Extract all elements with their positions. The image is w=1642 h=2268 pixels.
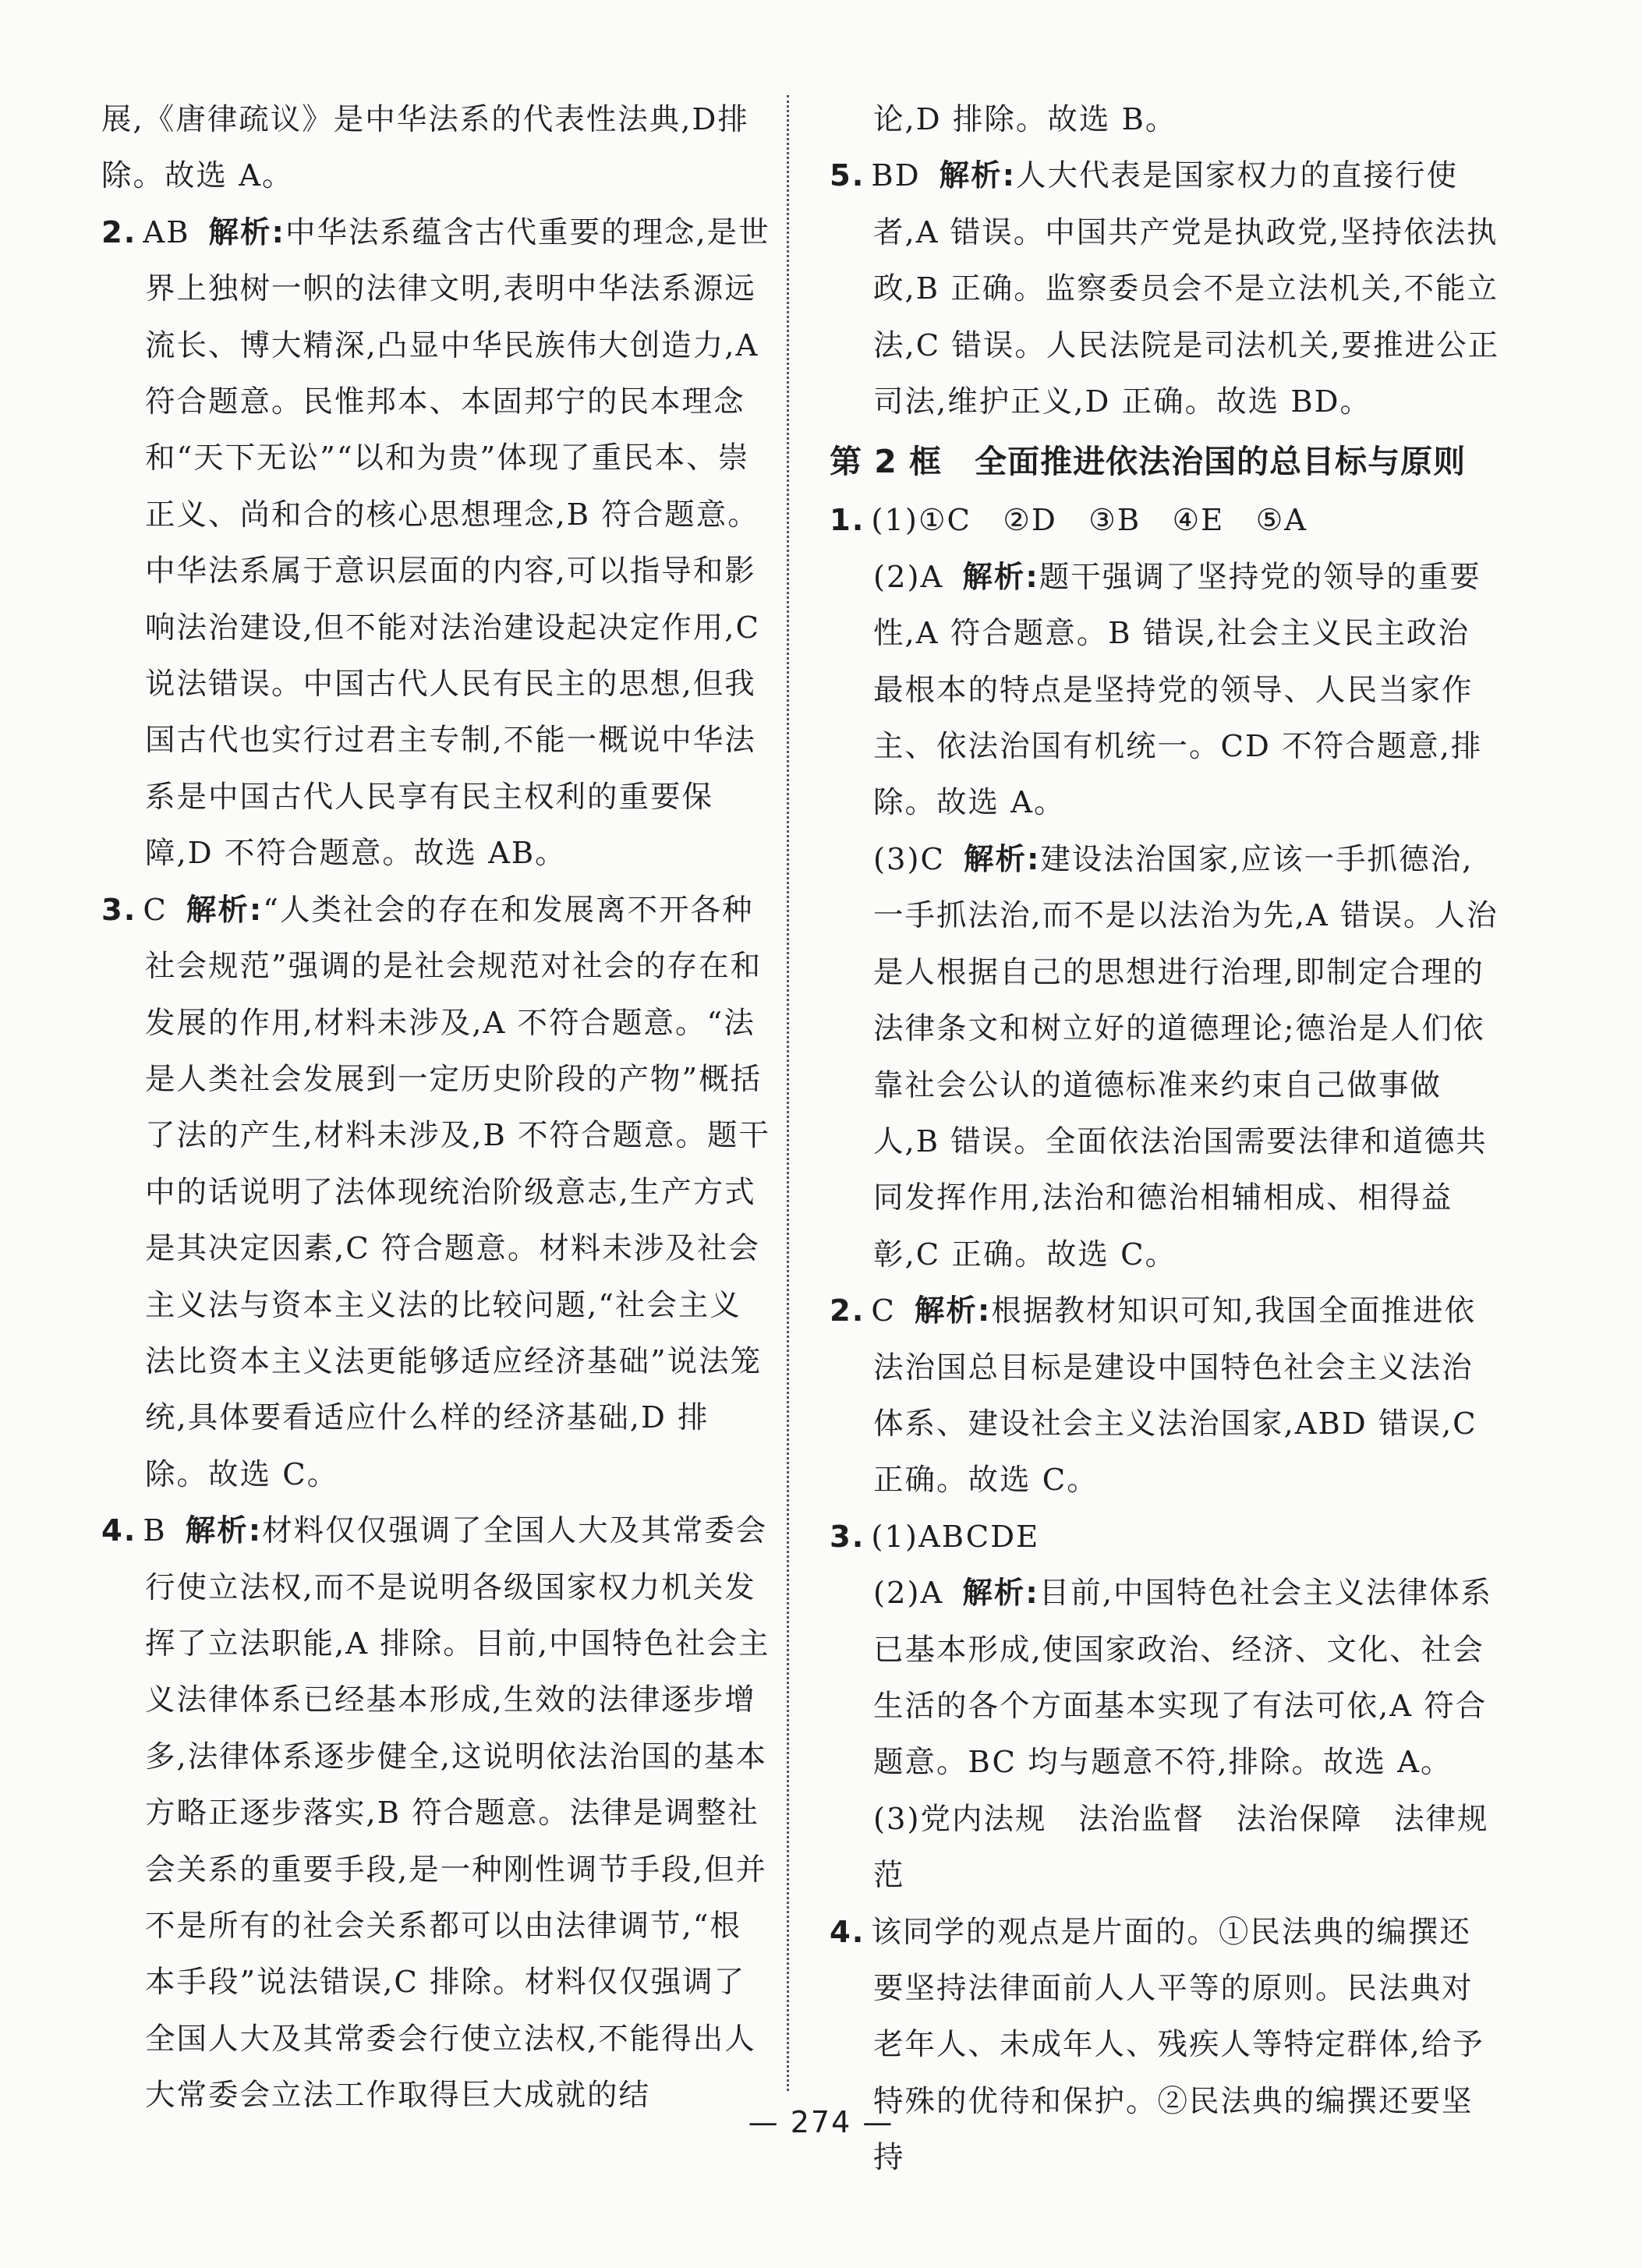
question-2 (101, 205, 772, 883)
continued-answer (101, 92, 772, 205)
right-column (830, 92, 1500, 2187)
continued-answer (830, 92, 1500, 148)
question-3 (101, 883, 772, 1503)
analysis-label: 解析: (962, 1576, 1039, 1612)
question-number: 3. (830, 1519, 865, 1555)
question-number: 3. (101, 892, 137, 928)
analysis-label: 解析: (208, 214, 285, 250)
answer-line: (1)①C ②D ③B ④E ⑤A (871, 503, 1308, 539)
continued-text: 论,D 排除。故选 B。 (873, 102, 1177, 137)
answer-letter: BD (871, 158, 921, 194)
analysis-text: 材料仅仅强调了全国人大及其常委会行使立法权,而不是说明各级国家权力机关发挥了立法职能,A 排除。目前,中国特色社会主义法律体系已经基本形成,生效的法律逐步增多,法律体系逐步健全,这说明依法治国的基本方略正逐步落实,B 符合题意。法律是调整社会关系的重要手段,是一种刚性调节手段,但并不是所有的社会关系都可以由法律调节,“根本手段”说法错误,C 排除。材料仅仅强调了全国人大及其常委会行使立法权,不能得出人大常委会立法工作取得巨大成就的结 (145, 1513, 770, 2114)
question-number: 4. (830, 1914, 865, 1950)
analysis-label: 解析: (914, 1293, 992, 1329)
analysis-text: 目前,中国特色社会主义法律体系已基本形成,使国家政治、经济、文化、社会生活的各个方面基本实现了有法可依,A 符合题意。BC 均与题意不符,排除。故选 A。 (873, 1576, 1492, 1781)
answer-letter: C (143, 892, 168, 928)
analysis-text: “人类社会的存在和发展离不开各种社会规范”强调的是社会规范对社会的存在和发展的作用,材料未涉及,A 不符合题意。“法是人类社会发展到一定历史阶段的产物”概括了法的产生,材料未涉及,B 不符合题意。题干中的话说明了法体现统治阶级意志,生产方式是其决定因素,C 符合题意。材料未涉及社会主义法与资本主义法的比较问题,“社会主义法比资本主义法更能够适应经济基础”说法笼统,具体要看适应什么样的经济基础,D 排除。故选 C。 (145, 892, 771, 1492)
answer-line: (1)ABCDE (871, 1519, 1040, 1555)
answer-text: 该同学的观点是片面的。①民法典的编撰还要坚持法律面前人人平等的原则。民法典对老年人、未成年人、残疾人等特定群体,给予特殊的优待和保护。②民法典的编撰还要坚持 (871, 1914, 1485, 2176)
left-column (101, 92, 772, 2125)
analysis-text: 根据教材知识可知,我国全面推进依法治国总目标是建设中国特色社会主义法治体系、建设社会主义法治国家,ABD 错误,C 正确。故选 C。 (873, 1293, 1477, 1498)
analysis-label: 解析: (186, 892, 264, 928)
analysis-text: 题干强调了坚持党的领导的重要性,A 符合题意。B 错误,社会主义民主政治最根本的特点是坚持党的领导、人民当家作主、依法治国有机统一。CD 不符合题意,排除。故选 A。 (873, 559, 1483, 821)
section-question-3-part-3 (830, 1792, 1500, 1905)
section-question-3 (830, 1509, 1500, 1566)
section-heading: 第 2 框 全面推进依法治国的总目标与原则 (830, 443, 1467, 481)
question-number: 2. (101, 214, 137, 250)
answer-letter: B (143, 1513, 167, 1549)
question-number: 2. (830, 1293, 865, 1329)
analysis-label: 解析: (185, 1513, 263, 1549)
section-question-2 (830, 1283, 1500, 1509)
question-number: 1. (830, 503, 865, 539)
question-number: 4. (101, 1513, 137, 1549)
page-number: — 274 — (748, 2105, 894, 2139)
analysis-label: 解析: (939, 158, 1016, 194)
answer-letter: (2)A (873, 1576, 944, 1612)
analysis-text: 人大代表是国家权力的直接行使者,A 错误。中国共产党是执政党,坚持依法执政,B 正确。监察委员会不是立法机关,不能立法,C 错误。人民法院是司法机关,要推进公正司法,维护正义,D 正确。故选 BD。 (873, 158, 1500, 420)
question-number: 5. (830, 158, 865, 194)
answer-letter: C (871, 1293, 896, 1329)
analysis-label: 解析: (962, 559, 1039, 595)
column-divider (787, 95, 789, 2091)
analysis-text: 建设法治国家,应该一手抓德治,一手抓法治,而不是以法治为先,A 错误。人治是人根据自己的思想进行治理,即制定合理的法律条文和树立好的道德理论;德治是人们依靠社会公认的道德标准来约束自己做事做人,B 错误。全面依法治国需要法律和道德共同发挥作用,法治和德治相辅相成、相得益彰,C 正确。故选 C。 (873, 841, 1499, 1272)
section-question-1-part-2 (830, 550, 1500, 832)
section-question-3-part-2 (830, 1566, 1500, 1792)
section-question-4 (830, 1905, 1500, 2187)
analysis-label: 解析: (964, 841, 1041, 877)
answer-letter: (3)C (873, 841, 945, 877)
answer-text: (3)党内法规 法治监督 法治保障 法律规范 (873, 1801, 1489, 1894)
section-question-1-part-3 (830, 832, 1500, 1283)
section-question-1 (830, 493, 1500, 549)
question-4 (101, 1503, 772, 2124)
answer-letter: AB (143, 214, 190, 250)
question-5 (830, 148, 1500, 430)
analysis-text: 中华法系蕴含古代重要的理念,是世界上独树一帜的法律文明,表明中华法系源远流长、博大精深,凸显中华民族伟大创造力,A 符合题意。民惟邦本、本固邦宁的民本理念和“天下无讼”“以和为贵”体现了重民本、崇正义、尚和合的核心思想理念,B 符合题意。中华法系属于意识层面的内容,可以指导和影响法治建设,但不能对法治建设起决定作用,C 说法错误。中国古代人民有民主的思想,但我国古代也实行过君主专制,不能一概说中华法系是中国古代人民享有民主权利的重要保障,D 不符合题意。故选 AB。 (145, 214, 770, 872)
continued-text: 展,《唐律疏议》是中华法系的代表性法典,D排除。故选 A。 (101, 102, 749, 194)
answer-letter: (2)A (873, 559, 944, 595)
